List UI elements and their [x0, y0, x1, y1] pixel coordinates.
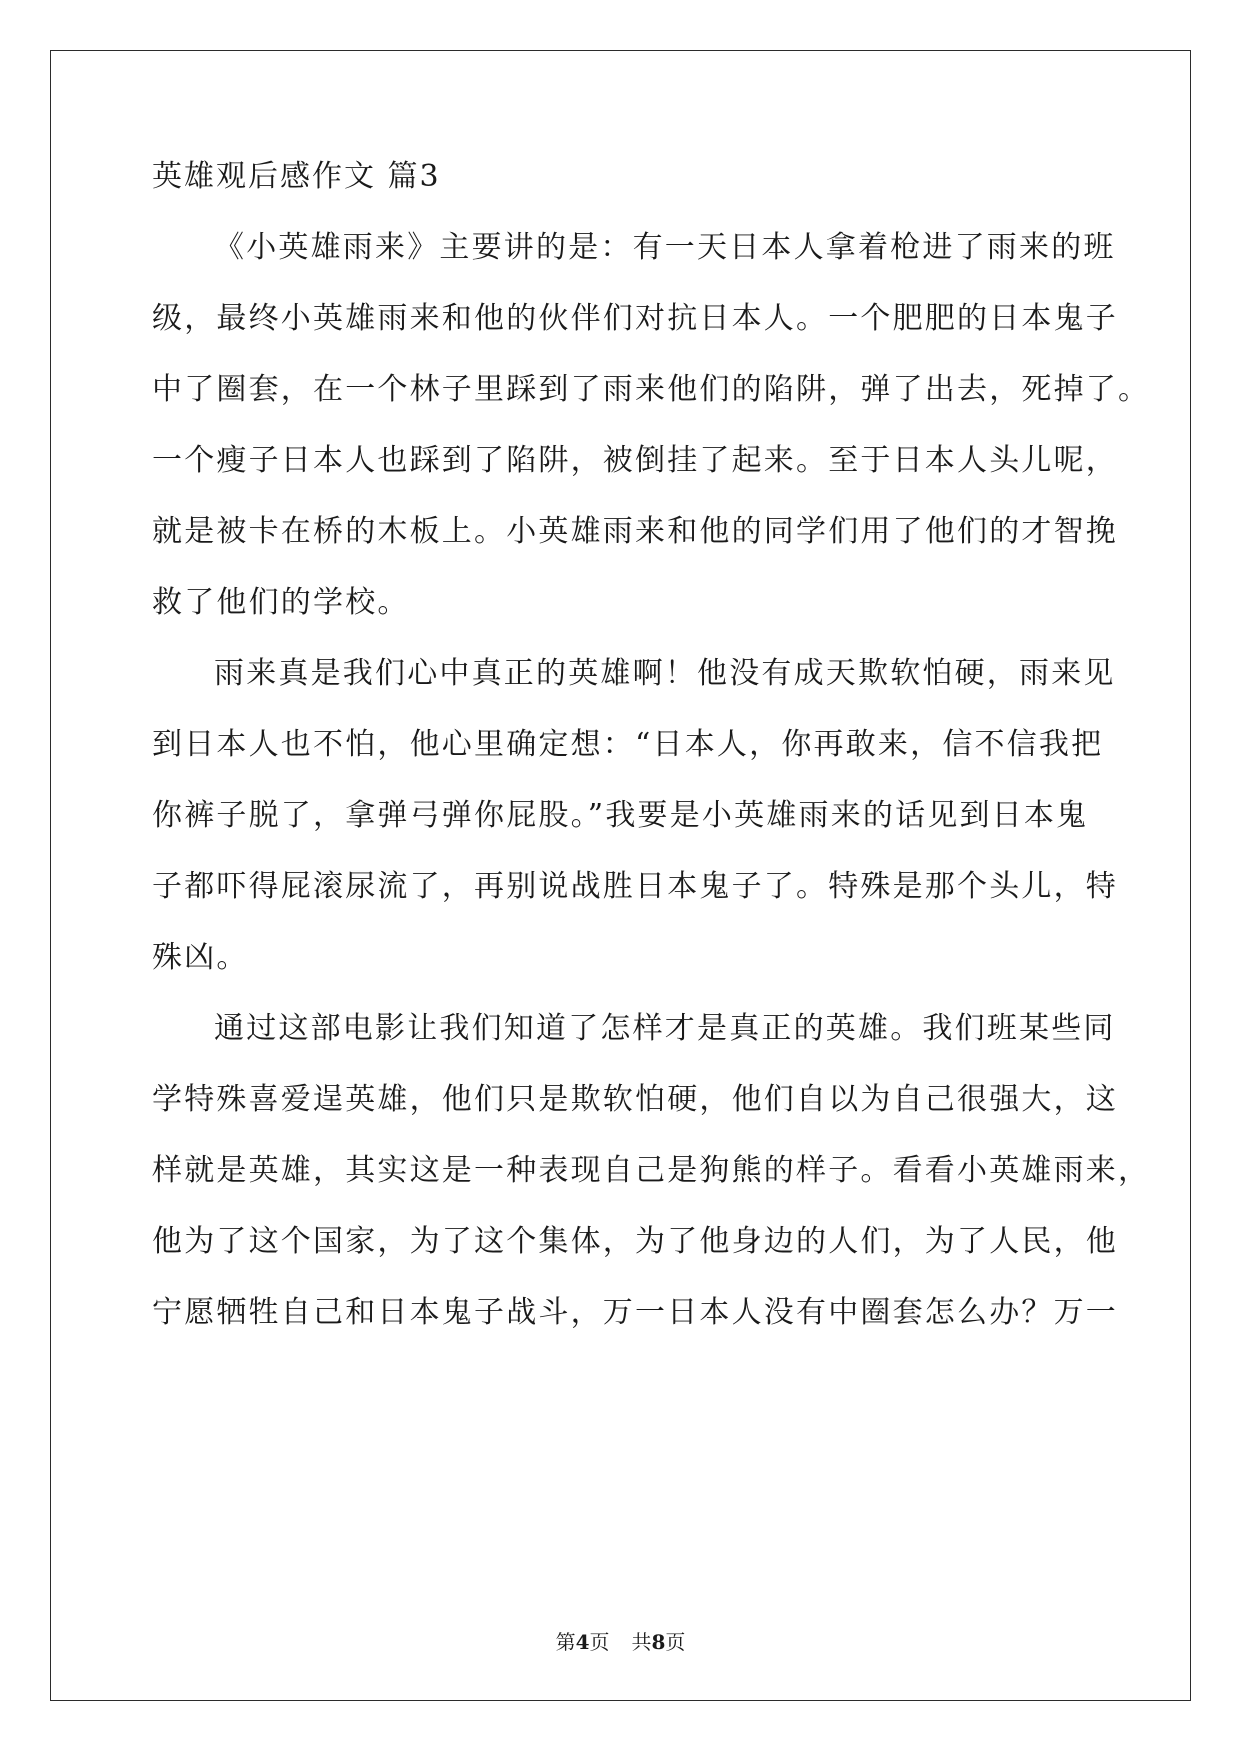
paragraph-line: 你裤子脱了，拿弹弓弹你屁股。”我要是小英雄雨来的话见到日本鬼 — [152, 798, 1089, 833]
paragraph-line: 《小英雄雨来》主要讲的是：有一天日本人拿着枪进了雨来的班 — [214, 230, 1116, 265]
paragraph-line: 中了圈套，在一个林子里踩到了雨来他们的陷阱，弹了出去，死掉了。 — [152, 372, 1151, 407]
total-pages: 8 — [651, 1630, 666, 1654]
document-body — [152, 159, 1151, 1367]
paragraph-line: 学特殊喜爱逞英雄，他们只是欺软怕硬，他们自以为自己很强大，这 — [152, 1082, 1118, 1117]
paragraph-line: 就是被卡在桥的木板上。小英雄雨来和他的同学们用了他们的才智挽 — [152, 514, 1118, 549]
page-suffix: 页 — [589, 1630, 610, 1654]
paragraph-line: 他为了这个国家，为了这个集体，为了他身边的人们，为了人民，他 — [152, 1224, 1118, 1259]
paragraph-1 — [152, 230, 1151, 657]
paragraph-line: 到日本人也不怕，他心里确定想：“日本人，你再敢来，信不信我把 — [152, 727, 1104, 762]
paragraph-line: 样就是英雄，其实这是一种表现自己是狗熊的样子。看看小英雄雨来， — [152, 1153, 1151, 1188]
total-prefix: 共 — [631, 1630, 652, 1654]
document-title: 英雄观后感作文 篇3 — [152, 159, 441, 194]
paragraph-2 — [152, 656, 1118, 1012]
page-number: 4 — [575, 1630, 590, 1654]
paragraph-line: 通过这部电影让我们知道了怎样才是真正的英雄。我们班某些同 — [214, 1011, 1116, 1046]
paragraph-line: 级，最终小英雄雨来和他的伙伴们对抗日本人。一个肥肥的日本鬼子 — [152, 301, 1118, 336]
paragraph-line: 宁愿牺牲自己和日本鬼子战斗，万一日本人没有中圈套怎么办？万一 — [152, 1295, 1118, 1330]
paragraph-line: 殊凶。 — [152, 940, 249, 975]
page-footer — [0, 1630, 1241, 1654]
paragraph-line: 一个瘦子日本人也踩到了陷阱，被倒挂了起来。至于日本人头儿呢， — [152, 443, 1118, 478]
paragraph-line: 救了他们的学校。 — [152, 585, 410, 620]
paragraph-line: 子都吓得屁滚尿流了，再别说战胜日本鬼子了。特殊是那个头儿，特 — [152, 869, 1118, 904]
paragraph-3 — [152, 1011, 1151, 1367]
page-prefix: 第 — [555, 1630, 576, 1654]
paragraph-line: 雨来真是我们心中真正的英雄啊！他没有成天欺软怕硬，雨来见 — [214, 656, 1116, 691]
total-suffix: 页 — [665, 1630, 686, 1654]
